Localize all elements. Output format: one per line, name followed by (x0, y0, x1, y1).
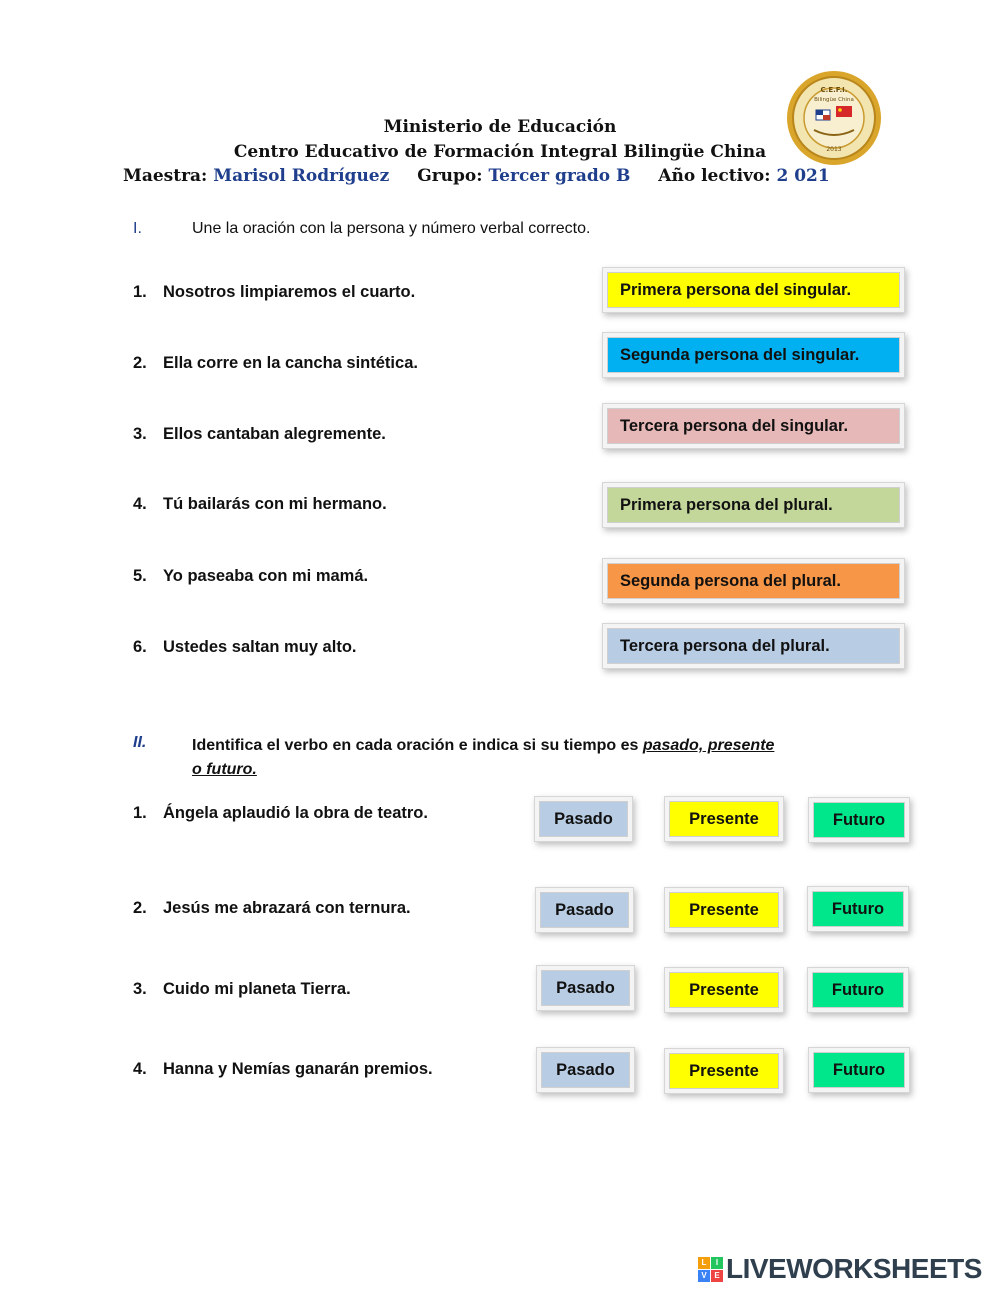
item-number: 4. (133, 1060, 147, 1078)
section1-number: I. (133, 220, 142, 237)
item-number: 3. (133, 425, 147, 443)
option-third-plural[interactable]: Tercera persona del plural. (607, 628, 900, 664)
seal-middle-text: Bilingüe China (814, 97, 854, 103)
section1-instruction: Une la oración con la persona y número verbal correcto. (192, 220, 591, 237)
item-text: Cuido mi planeta Tierra. (163, 980, 351, 998)
section2-instruction (192, 734, 872, 782)
header-ministry: Ministerio de Educación (383, 117, 617, 137)
school-seal-icon (786, 70, 882, 166)
futuro-button[interactable]: Futuro (812, 891, 904, 927)
item-number: 2. (133, 899, 147, 917)
section2-item-1 (133, 804, 428, 823)
logo-letter: V (698, 1270, 710, 1282)
teacher-label: Maestra: (123, 166, 208, 186)
group-value: Tercer grado B (488, 166, 631, 186)
section1-item-4 (133, 495, 387, 514)
section1-item-3 (133, 425, 386, 444)
section1-item-1 (133, 283, 415, 302)
item-text: Nosotros limpiaremos el cuarto. (163, 283, 416, 301)
pasado-button[interactable]: Pasado (541, 970, 630, 1006)
group-label: Grupo: (417, 166, 483, 186)
section1-item-2 (133, 354, 418, 373)
section2-item-3 (133, 980, 351, 999)
seal-bottom-text: 2013 (826, 146, 842, 153)
logo-grid-icon (698, 1257, 723, 1282)
option-third-singular[interactable]: Tercera persona del singular. (607, 408, 900, 444)
presente-button[interactable]: Presente (669, 972, 779, 1008)
section2-item-4 (133, 1060, 433, 1079)
item-number: 4. (133, 495, 147, 513)
item-text: Jesús me abrazará con ternura. (163, 899, 411, 917)
section2-item-2 (133, 899, 411, 918)
section2-instruction-emph1: pasado, presente (642, 737, 775, 754)
liveworksheets-logo (698, 1253, 982, 1285)
option-second-singular[interactable]: Segunda persona del singular. (607, 337, 900, 373)
year-label: Año lectivo: (658, 166, 771, 186)
pasado-button[interactable]: Pasado (541, 1052, 630, 1088)
item-number: 1. (133, 804, 147, 822)
item-text: Yo paseaba con mi mamá. (163, 567, 369, 585)
presente-button[interactable]: Presente (669, 801, 779, 837)
seal-top-text: C.E.F.I. (820, 86, 848, 94)
item-number: 2. (133, 354, 147, 372)
item-number: 3. (133, 980, 147, 998)
option-first-singular[interactable]: Primera persona del singular. (607, 272, 900, 308)
section2-instruction-emph2: o futuro. (192, 761, 257, 778)
logo-letter: E (711, 1270, 723, 1282)
presente-button[interactable]: Presente (669, 1053, 779, 1089)
section2-instruction-prefix: Identifica el verbo en cada oración e indica si su tiempo es (192, 737, 643, 754)
section1-item-6 (133, 638, 356, 657)
item-text: Ella corre en la cancha sintética. (163, 354, 418, 372)
item-text: Ustedes saltan muy alto. (163, 638, 357, 656)
item-number: 6. (133, 638, 147, 656)
futuro-button[interactable]: Futuro (813, 1052, 905, 1088)
item-text: Tú bailarás con mi hermano. (163, 495, 387, 513)
presente-button[interactable]: Presente (669, 892, 779, 928)
item-text: Ellos cantaban alegremente. (163, 425, 386, 443)
futuro-button[interactable]: Futuro (813, 802, 905, 838)
option-second-plural[interactable]: Segunda persona del plural. (607, 563, 900, 599)
section1-item-5 (133, 567, 368, 586)
year-value: 2 021 (776, 166, 830, 186)
option-first-plural[interactable]: Primera persona del plural. (607, 487, 900, 523)
item-number: 1. (133, 283, 147, 301)
pasado-button[interactable]: Pasado (539, 801, 628, 837)
header-school: Centro Educativo de Formación Integral Bilingüe China (233, 142, 767, 162)
teacher-value: Marisol Rodríguez (213, 166, 390, 186)
item-text: Hanna y Nemías ganarán premios. (163, 1060, 433, 1078)
futuro-button[interactable]: Futuro (812, 972, 904, 1008)
logo-text: LIVEWORKSHEETS (726, 1253, 982, 1284)
item-text: Ángela aplaudió la obra de teatro. (163, 804, 428, 822)
section2-number: II. (133, 734, 147, 751)
logo-letter: L (698, 1257, 710, 1269)
header-info-line (123, 166, 830, 186)
pasado-button[interactable]: Pasado (540, 892, 629, 928)
logo-letter: I (711, 1257, 723, 1269)
item-number: 5. (133, 567, 147, 585)
